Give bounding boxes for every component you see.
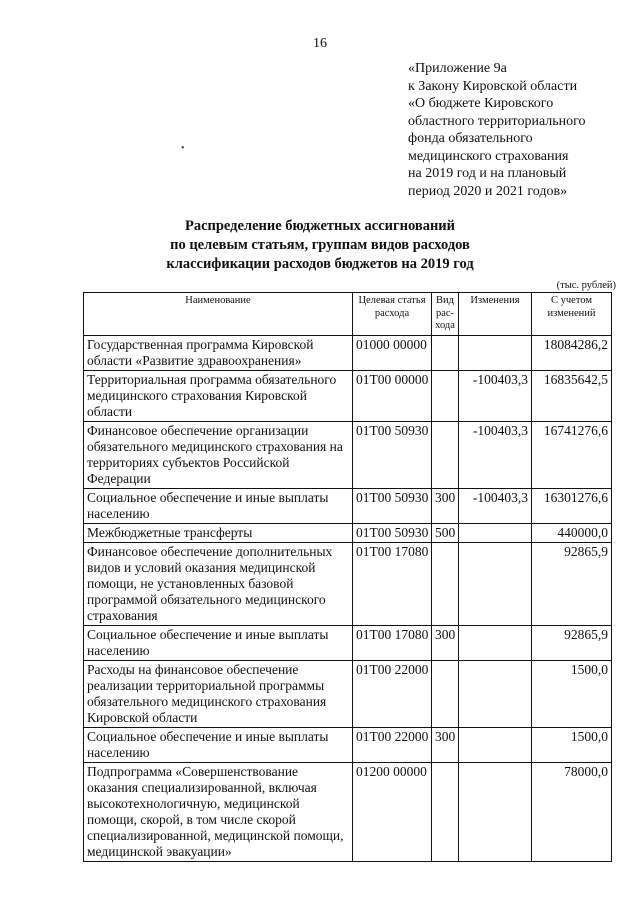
row-name: Подпрограмма «Совершенствование оказания специализированной, включая высокотехнологичную, медицинской помощи, скорой, в том числе скорой специализированной, медицинской помощи, медицинской эвакуации» bbox=[84, 763, 353, 862]
table-row bbox=[84, 489, 612, 524]
row-total: 1500,0 bbox=[532, 728, 612, 763]
row-code: 01Т00 00000 bbox=[353, 371, 432, 422]
table-row bbox=[84, 524, 612, 543]
table-header-row bbox=[84, 293, 612, 336]
appendix-line: на 2019 год и на плановый bbox=[408, 166, 567, 181]
row-total: 16301276,6 bbox=[532, 489, 612, 524]
row-total: 440000,0 bbox=[532, 524, 612, 543]
table-row bbox=[84, 543, 612, 626]
table-row bbox=[84, 626, 612, 661]
row-kind bbox=[432, 661, 459, 728]
row-kind bbox=[432, 371, 459, 422]
table-row bbox=[84, 763, 612, 862]
table-row bbox=[84, 336, 612, 371]
row-change bbox=[459, 763, 532, 862]
unit-label: (тыс. рублей) bbox=[556, 280, 616, 291]
row-change: -100403,3 bbox=[459, 422, 532, 489]
header-name: Наименование bbox=[84, 293, 353, 336]
row-change bbox=[459, 626, 532, 661]
row-kind bbox=[432, 543, 459, 626]
appendix-line: «Приложение 9а bbox=[408, 61, 507, 76]
row-total: 78000,0 bbox=[532, 763, 612, 862]
appendix-line: медицинского страхования bbox=[408, 148, 569, 164]
scan-mark: • bbox=[181, 143, 185, 154]
row-name: Расходы на финансовое обеспечение реализации территориальной программы обязательного медицинского страхования Кировской области bbox=[84, 661, 353, 728]
header-change: Изменения bbox=[459, 293, 532, 336]
row-total: 18084286,2 bbox=[532, 336, 612, 371]
row-total: 16741276,6 bbox=[532, 422, 612, 489]
appendix-block bbox=[408, 60, 628, 200]
table-row bbox=[84, 728, 612, 763]
row-total: 16835642,5 bbox=[532, 371, 612, 422]
row-change bbox=[459, 543, 532, 626]
row-kind: 500 bbox=[432, 524, 459, 543]
row-kind: 300 bbox=[432, 626, 459, 661]
row-code: 01Т00 22000 bbox=[353, 728, 432, 763]
row-code: 01Т00 50930 bbox=[353, 489, 432, 524]
row-name: Социальное обеспечение и иные выплаты населению bbox=[84, 626, 353, 661]
row-code: 01Т00 50930 bbox=[353, 524, 432, 543]
row-name: Социальное обеспечение и иные выплаты населению bbox=[84, 728, 353, 763]
table-row bbox=[84, 422, 612, 489]
row-name: Социальное обеспечение и иные выплаты населению bbox=[84, 489, 353, 524]
row-change: -100403,3 bbox=[459, 489, 532, 524]
row-code: 01Т00 17080 bbox=[353, 543, 432, 626]
row-code: 01Т00 50930 bbox=[353, 422, 432, 489]
row-code: 01200 00000 bbox=[353, 763, 432, 862]
row-change bbox=[459, 728, 532, 763]
page-number: 16 bbox=[313, 36, 327, 51]
title-line: по целевым статьям, группам видов расходов bbox=[170, 237, 470, 253]
row-name: Межбюджетные трансферты bbox=[84, 524, 353, 543]
row-change bbox=[459, 524, 532, 543]
row-kind: 300 bbox=[432, 728, 459, 763]
row-code: 01Т00 22000 bbox=[353, 661, 432, 728]
row-kind bbox=[432, 763, 459, 862]
appendix-line: областного территориального bbox=[408, 113, 586, 129]
header-code: Целевая статья расхода bbox=[353, 293, 432, 336]
header-total: С учетом изменений bbox=[532, 293, 612, 336]
table-row bbox=[84, 661, 612, 728]
table-row bbox=[84, 371, 612, 422]
row-code: 01Т00 17080 bbox=[353, 626, 432, 661]
title-line: классификации расходов бюджетов на 2019 год bbox=[166, 256, 474, 272]
row-change: -100403,3 bbox=[459, 371, 532, 422]
row-total: 92865,9 bbox=[532, 543, 612, 626]
appendix-line: к Закону Кировской области bbox=[408, 78, 578, 94]
row-name: Финансовое обеспечение дополнительных видов и условий оказания медицинской помощи, не установленных базовой программой обязательного медицинского страхования bbox=[84, 543, 353, 626]
row-name: Территориальная программа обязательного медицинского страхования Кировской области bbox=[84, 371, 353, 422]
document-title bbox=[0, 217, 640, 274]
row-kind: 300 bbox=[432, 489, 459, 524]
title-line: Распределение бюджетных ассигнований bbox=[184, 218, 456, 234]
row-change bbox=[459, 661, 532, 728]
row-code: 01000 00000 bbox=[353, 336, 432, 371]
row-change bbox=[459, 336, 532, 371]
row-total: 1500,0 bbox=[532, 661, 612, 728]
appendix-line: «О бюджете Кировского bbox=[408, 96, 554, 111]
header-kind: Вид рас-хода bbox=[432, 293, 459, 336]
budget-table bbox=[83, 292, 612, 862]
row-kind bbox=[432, 422, 459, 489]
appendix-line: фонда обязательного bbox=[408, 131, 533, 146]
row-name: Государственная программа Кировской области «Развитие здравоохранения» bbox=[84, 336, 353, 371]
row-kind bbox=[432, 336, 459, 371]
row-name: Финансовое обеспечение организации обязательного медицинского страхования на территориях субъектов Российской Федерации bbox=[84, 422, 353, 489]
row-total: 92865,9 bbox=[532, 626, 612, 661]
appendix-line: период 2020 и 2021 годов» bbox=[408, 183, 568, 199]
